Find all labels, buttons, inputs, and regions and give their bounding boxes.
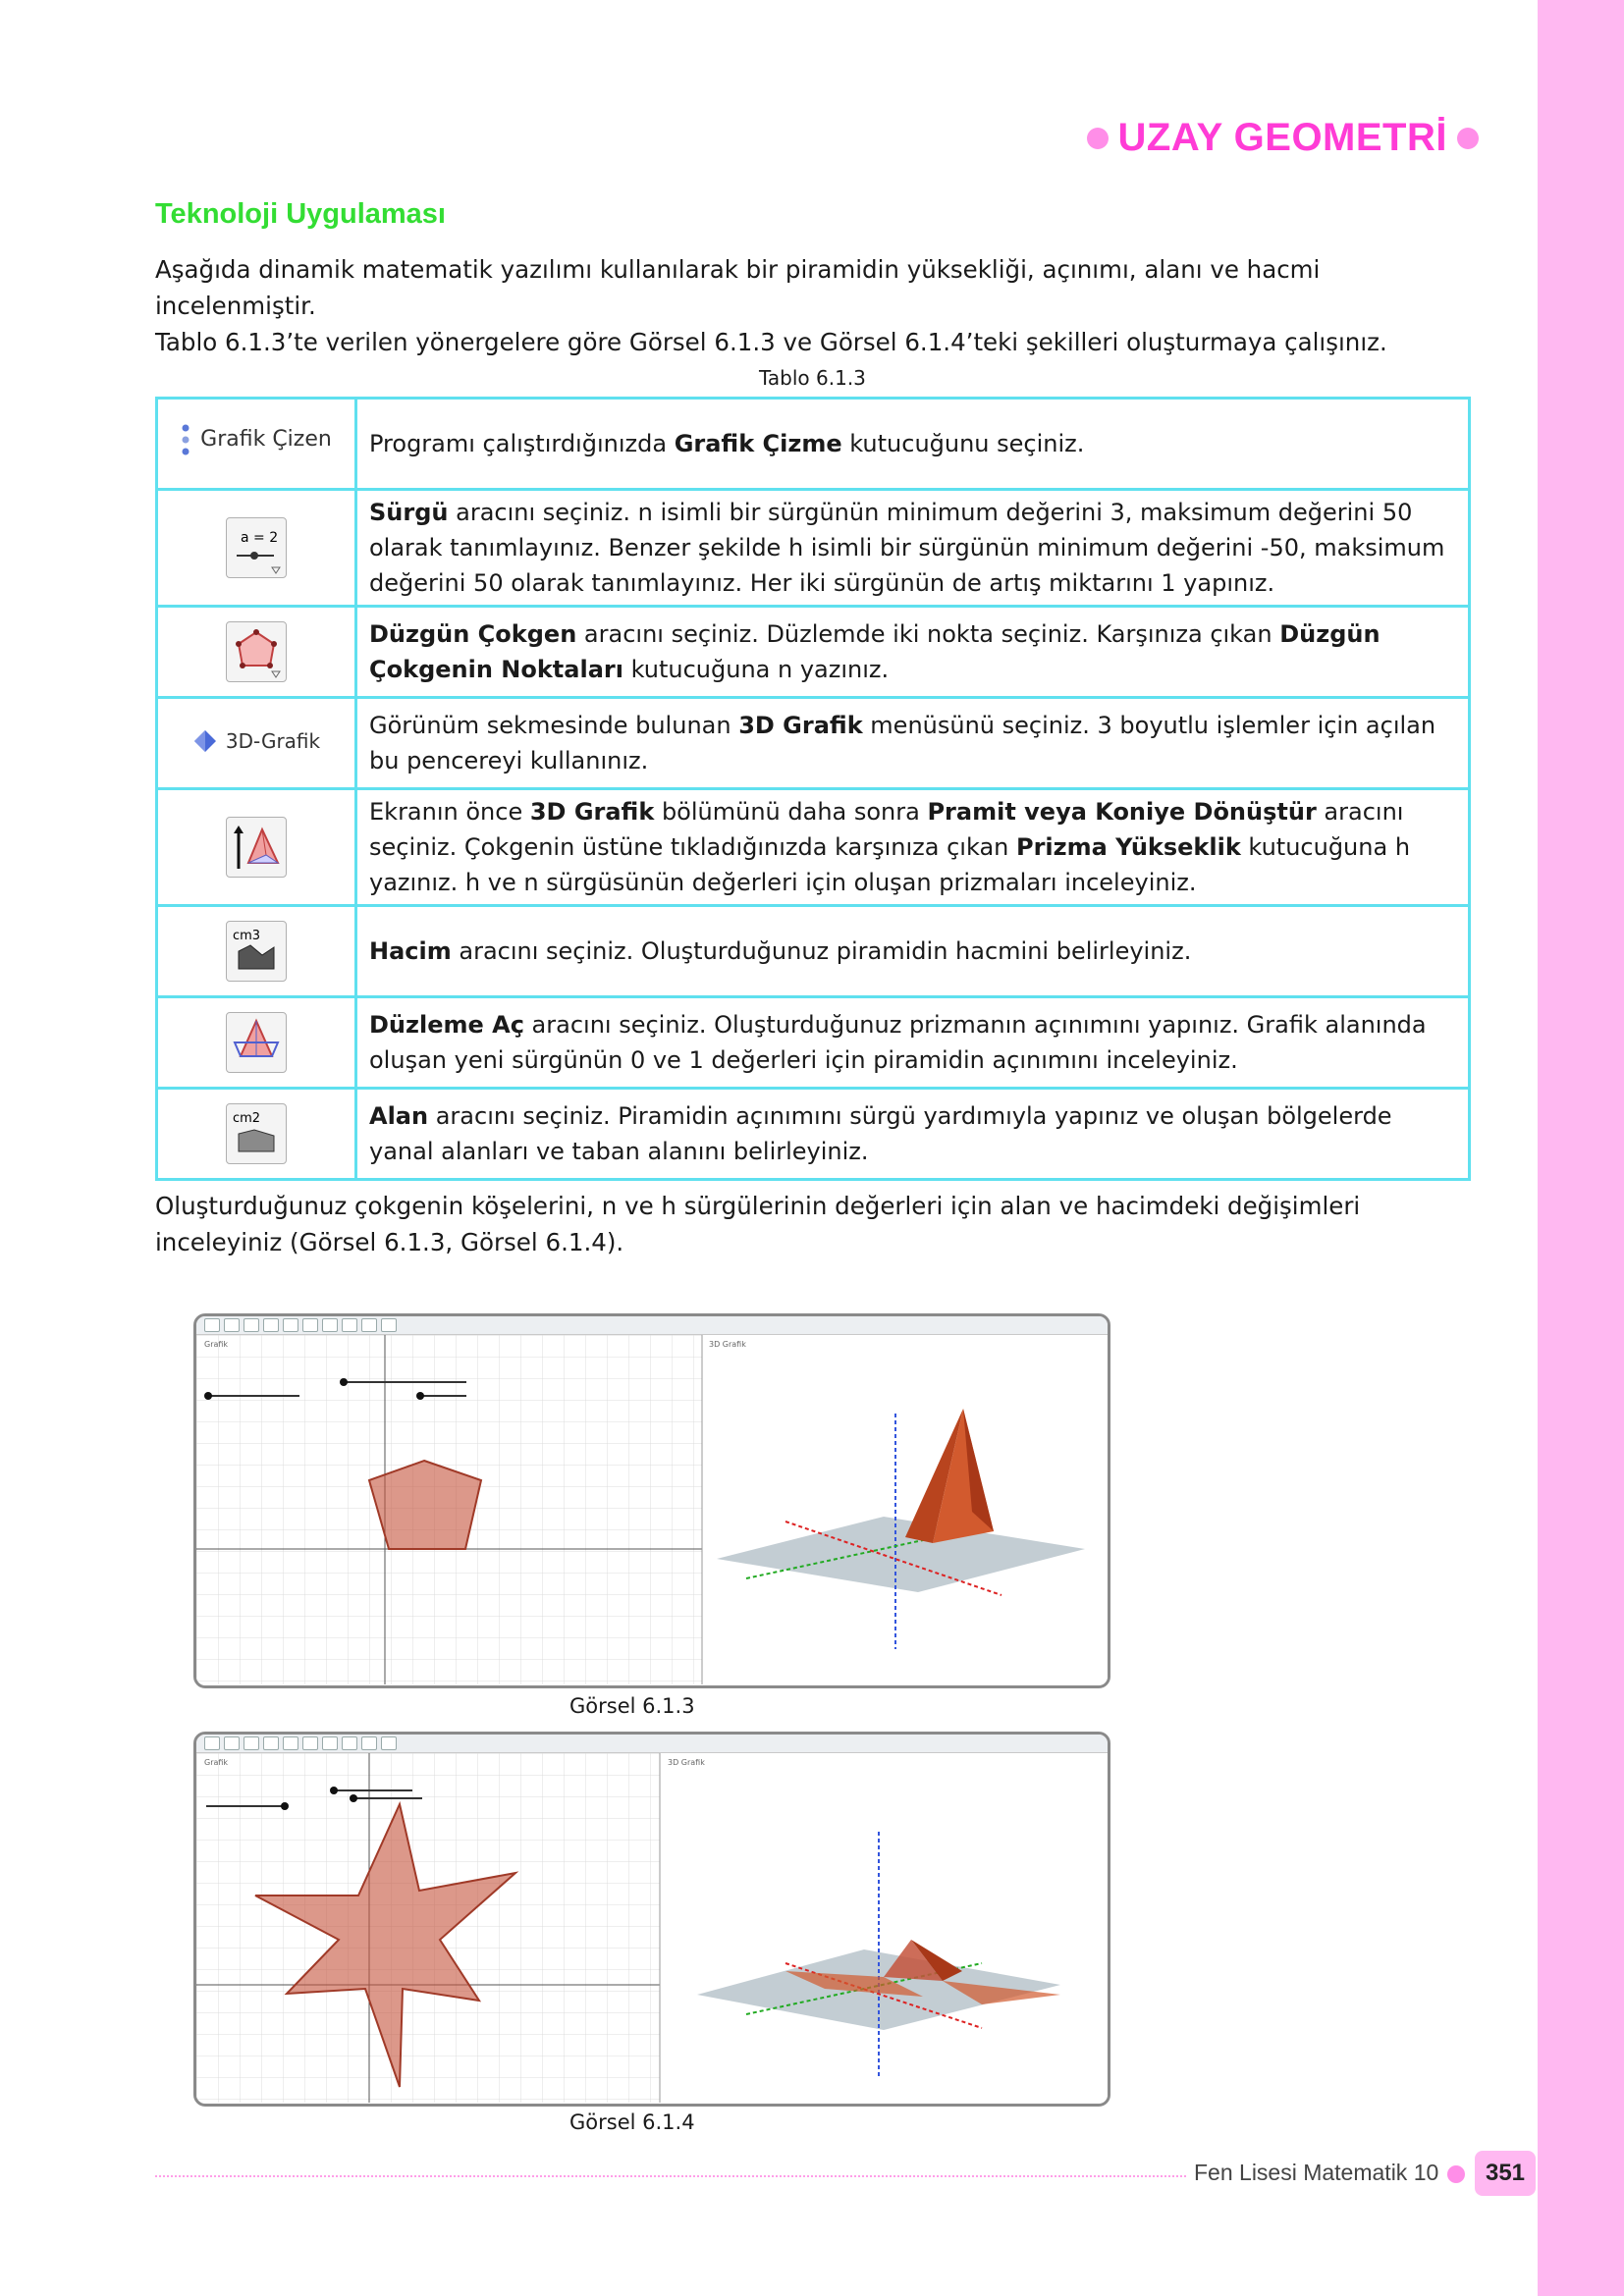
geogebra-views: [196, 1335, 1108, 1684]
panel-title: Grafik: [204, 1340, 229, 1349]
text-run: aracını seçiniz. Çokgenin üstüne tıkladığınızda karşınıza çıkan: [369, 798, 1404, 861]
tool-button[interactable]: [283, 1736, 298, 1750]
text-run: aracını seçiniz. n isimli bir sürgünün minimum değerini 3, maksimum değerini 50 olarak tanımlayınız. Benzer şekilde h isimli bir sürgünün minimum değerini -50, maksimum değerini 50 olarak tanımlayınız. Her iki sürgünün de artış miktarını 1 yapınız.: [369, 499, 1445, 597]
icon-cell: [157, 997, 356, 1089]
geogebra-screenshot: [193, 1313, 1110, 1688]
section-title: Teknoloji Uygulaması: [155, 198, 446, 230]
text-run: bölümünü daha sonra: [654, 798, 928, 826]
tool-button[interactable]: [302, 1736, 318, 1750]
slider-label: a = 2: [241, 530, 279, 546]
text-run: Programı çalıştırdığınızda: [369, 430, 675, 457]
instruction-table: [155, 397, 1471, 1181]
area-unit-label: cm2: [233, 1111, 261, 1126]
tool-button[interactable]: [263, 1318, 279, 1332]
text-run: aracını seçiniz. Düzlemde iki nokta seçiniz. Karşınıza çıkan: [576, 620, 1280, 648]
text-run: Görünüm sekmesinde bulunan: [369, 712, 739, 739]
bullet-dot-icon: [1457, 128, 1479, 149]
instruction-text: [356, 399, 1470, 490]
bold-term: Düzgün Çokgenin Noktaları: [369, 620, 1380, 683]
regular-polygon-icon: [226, 621, 287, 682]
tool-button[interactable]: [302, 1318, 318, 1332]
instruction-text: [356, 607, 1470, 698]
icon-cell: [157, 399, 356, 490]
app-toolbar: [196, 1735, 1108, 1753]
table-caption: Tablo 6.1.3: [759, 366, 866, 390]
3d-grafik-label: 3D-Grafik: [225, 728, 321, 753]
bold-term: Düzgün Çokgen: [369, 620, 577, 648]
text-run: aracını seçiniz. Piramidin açınımını sürgü yardımıyla yapınız ve oluşan bölgelerde yanal alanları ve taban alanını belirleyiniz.: [369, 1102, 1392, 1165]
bold-term: Sürgü: [369, 499, 449, 526]
tool-button[interactable]: [224, 1318, 240, 1332]
extrude-pyramid-icon: [226, 817, 287, 878]
instruction-text: [356, 906, 1470, 997]
tool-button[interactable]: [224, 1736, 240, 1750]
dots-icon: [181, 423, 190, 456]
tool-button[interactable]: [283, 1318, 298, 1332]
intro-line: Aşağıda dinamik matematik yazılımı kullanılarak bir piramidin yüksekliği, açınımı, alanı ve hacmi incelenmiştir.: [155, 255, 1321, 320]
slider-handle[interactable]: [416, 1392, 424, 1400]
tool-button[interactable]: [322, 1318, 338, 1332]
bold-term: Düzleme Aç: [369, 1011, 524, 1039]
chapter-header: [1087, 116, 1479, 160]
side-color-strip: [1538, 0, 1624, 2296]
bold-term: Alan: [369, 1102, 429, 1130]
slider-tool-icon: [226, 517, 287, 578]
table-row: [157, 906, 1470, 997]
tool-button[interactable]: [244, 1736, 259, 1750]
slider-handle[interactable]: [281, 1802, 289, 1810]
table-row: [157, 490, 1470, 607]
instruction-text: [356, 698, 1470, 789]
geogebra-views: [196, 1753, 1108, 2103]
icon-cell: [157, 906, 356, 997]
text-run: aracını seçiniz. Oluşturduğunuz prizmanın açınımını yapınız. Grafik alanında oluşan yeni sürgünün 0 ve 1 değerleri için piramidin açınımını inceleyiniz.: [369, 1011, 1427, 1074]
table-row: [157, 789, 1470, 906]
table-row: [157, 607, 1470, 698]
panel-title: 3D Grafik: [709, 1340, 746, 1349]
table-row: [157, 1089, 1470, 1180]
table-row: [157, 997, 1470, 1089]
tool-button[interactable]: [381, 1318, 397, 1332]
pentagon-shape[interactable]: [369, 1461, 481, 1549]
bullet-dot-icon: [1447, 2165, 1465, 2183]
tool-button[interactable]: [204, 1736, 220, 1750]
tool-button[interactable]: [322, 1736, 338, 1750]
tool-button[interactable]: [204, 1318, 220, 1332]
footer-divider: [155, 2175, 1186, 2177]
panel-title: 3D Grafik: [668, 1758, 705, 1767]
slider-handle[interactable]: [350, 1794, 357, 1802]
tool-button[interactable]: [361, 1736, 377, 1750]
icon-cell: [157, 607, 356, 698]
instruction-text: [356, 789, 1470, 906]
grafik-cizen-label: Grafik Çizen: [200, 426, 332, 452]
3d-graphics-view[interactable]: [660, 1753, 1108, 2103]
geogebra-screenshot: [193, 1732, 1110, 2107]
tool-button[interactable]: [342, 1736, 357, 1750]
area-tool-icon: [226, 1103, 287, 1164]
intro-paragraph: [155, 251, 1471, 360]
closing-paragraph: Oluşturduğunuz çokgenin köşelerini, n ve h sürgülerinin değerleri için alan ve hacimdeki değişimleri inceleyiniz (Görsel 6.1.3, Görsel 6.1.4).: [155, 1192, 1361, 1256]
instruction-text: [356, 1089, 1470, 1180]
volume-tool-icon: [226, 921, 287, 982]
3d-cube-icon: [192, 728, 218, 754]
slider-handle[interactable]: [340, 1378, 348, 1386]
app-toolbar: [196, 1316, 1108, 1335]
bullet-dot-icon: [1087, 128, 1109, 149]
footer-book-title: Fen Lisesi Matematik 10: [1194, 2160, 1439, 2185]
table-row: [157, 698, 1470, 789]
instruction-text: [356, 490, 1470, 607]
intro-line: Tablo 6.1.3’te verilen yönergelere göre Görsel 6.1.3 ve Görsel 6.1.4’teki şekilleri oluşturmaya çalışınız.: [155, 328, 1387, 356]
3d-graphics-view[interactable]: [702, 1335, 1108, 1684]
tool-button[interactable]: [361, 1318, 377, 1332]
slider-handle[interactable]: [204, 1392, 212, 1400]
icon-cell: [157, 698, 356, 789]
tool-button[interactable]: [244, 1318, 259, 1332]
figure-caption: Görsel 6.1.4: [569, 2110, 695, 2134]
panel-title: Grafik: [204, 1758, 229, 1767]
text-run: aracını seçiniz. Oluşturduğunuz piramidin hacmini belirleyiniz.: [451, 937, 1192, 965]
bold-term: 3D Grafik: [738, 712, 863, 739]
text-run: kutucuğuna h yazınız. h ve n sürgüsünün değerleri için oluşan prizmaları inceleyiniz.: [369, 833, 1411, 896]
text-run: kutucuğunu seçiniz.: [841, 430, 1085, 457]
text-run: menüsünü seçiniz. 3 boyutlu işlemler için açılan bu pencereyi kullanınız.: [369, 712, 1436, 774]
text-run: Ekranın önce: [369, 798, 530, 826]
3d-grafik-icon: [192, 723, 320, 759]
bold-term: Hacim: [369, 937, 452, 965]
grafik-cizen-icon: [181, 422, 332, 457]
tool-button[interactable]: [342, 1318, 357, 1332]
figure-caption: Görsel 6.1.3: [569, 1694, 695, 1718]
bold-term: Grafik Çizme: [674, 430, 842, 457]
net-tool-icon: [226, 1012, 287, 1073]
bold-term: Prizma Yükseklik: [1016, 833, 1241, 861]
instruction-text: [356, 997, 1470, 1089]
slider-handle[interactable]: [330, 1787, 338, 1794]
table-row: [157, 399, 1470, 490]
bold-term: Pramit veya Koniye Dönüştür: [927, 798, 1317, 826]
bold-term: 3D Grafik: [529, 798, 655, 826]
tool-button[interactable]: [263, 1736, 279, 1750]
volume-unit-label: cm3: [233, 929, 261, 943]
page-number: 351: [1475, 2151, 1536, 2196]
tool-button[interactable]: [381, 1736, 397, 1750]
icon-cell: [157, 1089, 356, 1180]
chapter-title: UZAY GEOMETRİ: [1117, 116, 1447, 159]
text-run: kutucuğuna n yazınız.: [623, 656, 890, 683]
icon-cell: [157, 490, 356, 607]
icon-cell: [157, 789, 356, 906]
